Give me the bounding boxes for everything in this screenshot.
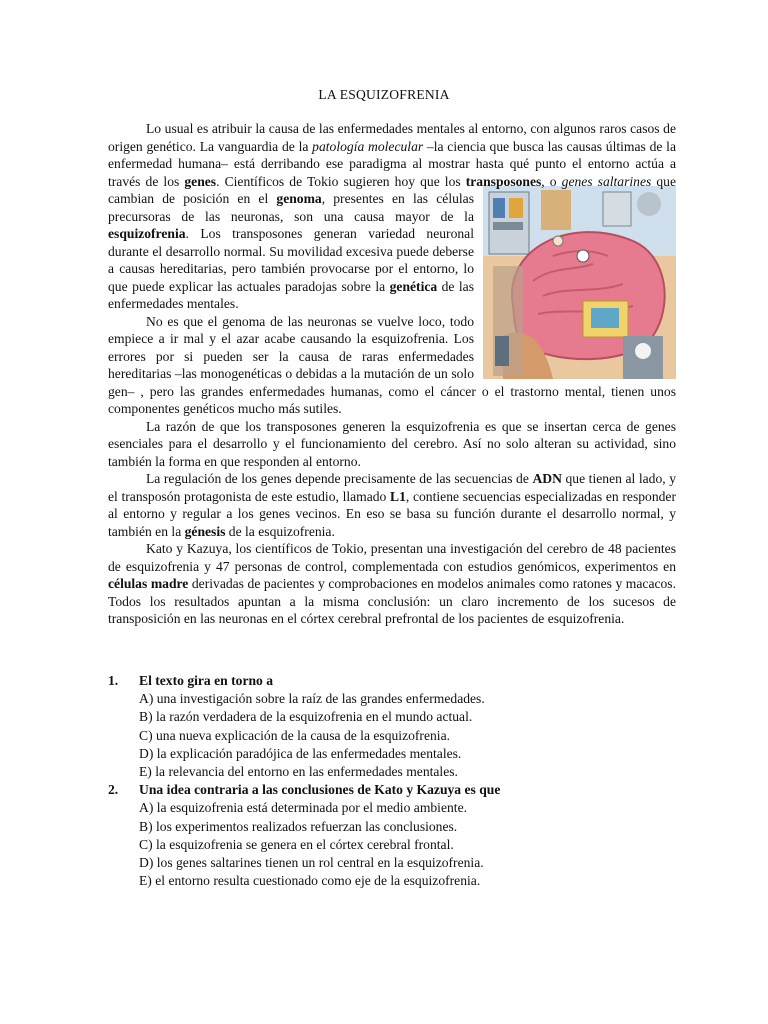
- option-2d: D) los genes saltarines tienen un rol central en la esquizofrenia.: [139, 855, 484, 871]
- p4-text-e: , contiene secuencias especializadas en responder al entorno y regular a los genes vecinos. En eso se basa su función durante el desarrollo normal, y también en la: [108, 488, 676, 539]
- p1-text-c: –la ciencia que busca las causas últimas de la enfermedad humana– está derribando ese paradigma al mostrar hasta qué punto el entorno actúa a través de los: [108, 138, 676, 189]
- option-1e: E) la relevancia del entorno en las enfermedades mentales.: [139, 764, 458, 780]
- paragraph-1: [108, 120, 676, 313]
- paragraph-3: La razón de que los transposones generen la esquizofrenia es que se insertan cerca de genes esenciales para el desarrollo y el funcionamiento del cerebro. Así no solo alteran su actividad, sino también la forma en que responden al entorno.: [108, 418, 676, 469]
- option-1a: A) una investigación sobre la raíz de las grandes enfermedades.: [139, 691, 485, 707]
- option-1c: C) una nueva explicación de la causa de la esquizofrenia.: [139, 727, 451, 743]
- option-1b: B) la razón verdadera de la esquizofrenia en el mundo actual.: [139, 709, 473, 725]
- p5-text-a: Kato y Kazuya, los científicos de Tokio, presentan una investigación del cerebro de 48 pacientes de esquizofrenia y 47 personas de control, complementada con estudios genómicos, experimentos en: [108, 541, 676, 574]
- option-2c: C) la esquizofrenia se genera en el córtex cerebral frontal.: [139, 836, 454, 852]
- p1-text-e: . Científicos de Tokio sugieren hoy que los: [216, 173, 466, 189]
- question-2-text: Una idea contraria a las conclusiones de Kato y Kazuya es que: [139, 782, 501, 798]
- p4-term-genesis: génesis: [184, 523, 226, 539]
- p1-term-patologia: patología molecular: [312, 138, 424, 154]
- p5-term-celulas-madre: células madre: [108, 576, 189, 591]
- p4-term-l1: L1: [390, 488, 406, 504]
- question-2: [108, 781, 676, 890]
- p4-text-g: de la esquizofrenia.: [225, 523, 335, 539]
- article-body: [108, 120, 676, 628]
- p1-text-k: , presentes en las células precursoras de las neuronas, son una causa mayor de la: [108, 191, 474, 224]
- paragraph-5: [108, 540, 676, 628]
- question-1-number: 1.: [108, 673, 119, 688]
- paragraph-4: [108, 470, 676, 540]
- p1-text-o: de las enfermedades mentales.: [108, 278, 475, 311]
- question-1: [108, 672, 676, 781]
- p1-text-m: . Los transposones generan variedad neuronal durante el desarrollo normal. Su movilidad excesiva puede deberse a causas hereditarias, pero también provocarse por el entorno, lo que puede explicar las actuales paradojas sobre la: [108, 226, 474, 294]
- brain-illustration: [483, 186, 676, 379]
- p5-text-c: derivadas de pacientes y comprobaciones en modelos animales como ratones y macacos. Todos los resultados apuntan a la misma conclusión: un claro incremento de los sucesos de transposición en las neuronas en el córtex cerebral prefrontal de los pacientes de esquizofrenia.: [108, 576, 676, 626]
- option-2a: A) la esquizofrenia está determinada por el medio ambiente.: [139, 800, 468, 816]
- p1-text-i: que cambian de posición en el: [108, 173, 676, 206]
- question-1-stem: [108, 672, 676, 690]
- paragraph-2: No es que el genoma de las neuronas se vuelve loco, todo empiece a ir mal y el azar acabe causando la esquizofrenia. Los errores por si pueden ser la causa de raras enfermedades hereditarias –las monogenéticas o debidas a la mutación de un solo gen– , pero las grandes enfermedades humanas, como el cáncer o el trastorno mental, tienen unos componentes genéticos mucho más sutiles.: [108, 313, 676, 416]
- p1-term-esquizofrenia: esquizofrenia: [108, 226, 186, 241]
- p1-text-g: , o: [541, 173, 562, 189]
- p1-text-a: Lo usual es atribuir la causa de las enfermedades mentales al entorno, con algunos raros casos de origen genético. La vanguardia de la: [108, 121, 676, 154]
- p1-term-genoma: genoma: [276, 191, 322, 206]
- p4-text-c: que tienen al lado, y el transposón protagonista de este estudio, llamado: [108, 471, 677, 504]
- p1-term-genes-saltarines: genes saltarines: [561, 173, 652, 189]
- brain-illustration-icon: [483, 186, 676, 379]
- option-1d: D) la explicación paradójica de las enfermedades mentales.: [139, 745, 462, 761]
- question-1-text: El texto gira en torno a: [139, 673, 274, 688]
- p4-term-adn: ADN: [532, 471, 562, 486]
- p4-text-a: La regulación de los genes depende precisamente de las secuencias de: [146, 471, 533, 486]
- p1-term-genes: genes: [184, 173, 217, 189]
- question-2-stem: [108, 781, 676, 799]
- question-list: [108, 672, 676, 890]
- p1-term-transposones: transposones: [465, 173, 542, 189]
- option-2e: E) el entorno resulta cuestionado como eje de la esquizofrenia.: [139, 873, 481, 889]
- question-2-number: 2.: [108, 782, 119, 798]
- document-title: LA ESQUIZOFRENIA: [318, 87, 450, 102]
- p1-term-genetica: genética: [389, 278, 438, 294]
- option-2b: B) los experimentos realizados refuerzan las conclusiones.: [139, 818, 458, 834]
